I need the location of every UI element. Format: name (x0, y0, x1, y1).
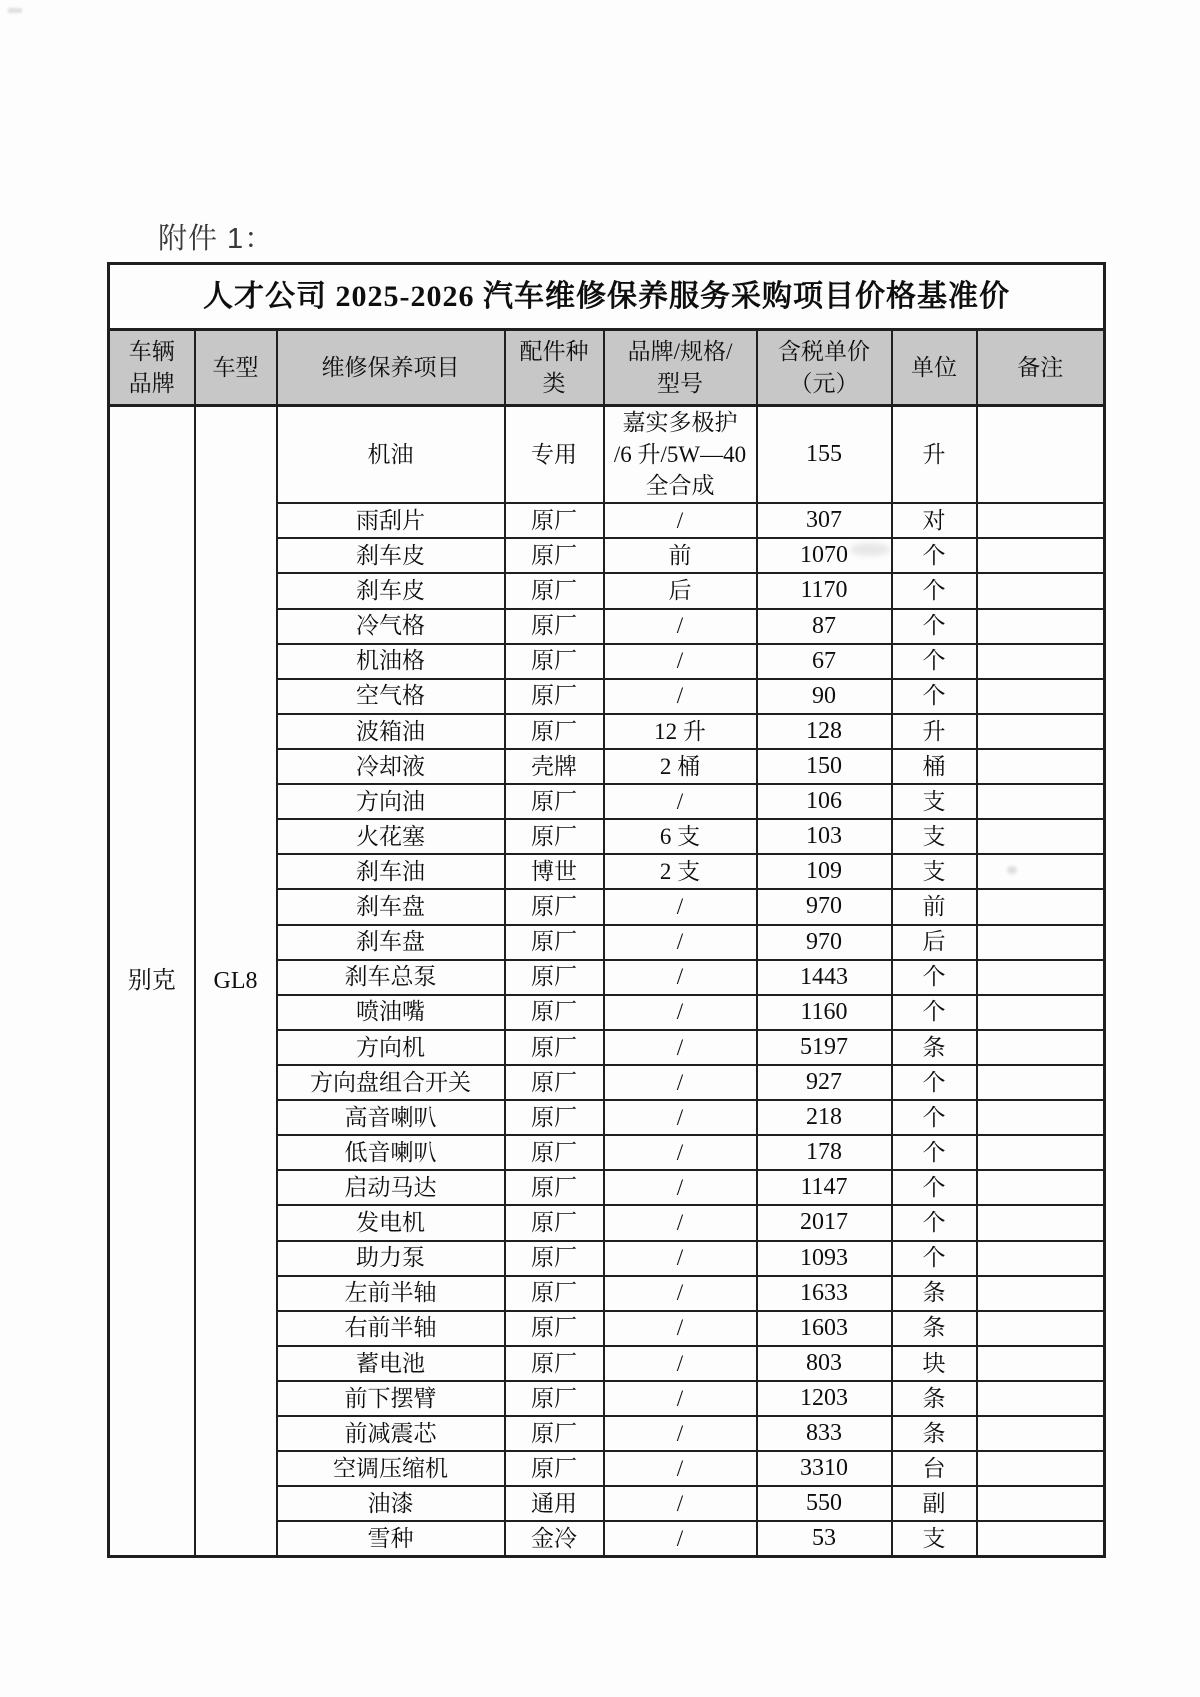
remarks-cell (977, 1241, 1105, 1276)
unit-cell: 个 (892, 644, 977, 679)
parts-type-cell: 原厂 (505, 573, 604, 608)
parts-type-cell: 原厂 (505, 679, 604, 714)
parts-type-cell: 原厂 (505, 819, 604, 854)
unit-price-cell: 128 (757, 714, 892, 749)
unit-price-cell: 1170 (757, 573, 892, 608)
service-item-cell: 刹车盘 (277, 889, 505, 924)
unit-price-cell: 218 (757, 1100, 892, 1135)
service-item-cell: 右前半轴 (277, 1311, 505, 1346)
unit-price-cell: 1443 (757, 960, 892, 995)
unit-cell: 个 (892, 1135, 977, 1170)
brand-spec-cell: / (604, 1205, 757, 1240)
parts-type-cell: 壳牌 (505, 749, 604, 784)
vehicle-model-cell: GL8 (195, 406, 277, 1557)
brand-spec-cell: / (604, 1451, 757, 1486)
unit-cell: 个 (892, 1065, 977, 1100)
brand-spec-cell: 嘉实多极护 /6 升/5W—40 全合成 (604, 406, 757, 504)
remarks-cell (977, 960, 1105, 995)
unit-cell: 对 (892, 503, 977, 538)
remarks-cell (977, 1346, 1105, 1381)
unit-price-cell: 106 (757, 784, 892, 819)
remarks-cell (977, 573, 1105, 608)
service-item-cell: 前下摆臂 (277, 1381, 505, 1416)
table-header-row (109, 330, 1105, 406)
brand-spec-cell: / (604, 1346, 757, 1381)
unit-price-cell: 1203 (757, 1381, 892, 1416)
table-title-row (109, 264, 1105, 330)
unit-price-cell: 87 (757, 609, 892, 644)
parts-type-cell: 博世 (505, 854, 604, 889)
service-item-cell: 蓄电池 (277, 1346, 505, 1381)
parts-type-cell: 原厂 (505, 960, 604, 995)
unit-price-cell: 90 (757, 679, 892, 714)
parts-type-cell: 原厂 (505, 1346, 604, 1381)
service-item-cell: 方向机 (277, 1030, 505, 1065)
brand-spec-cell: / (604, 1030, 757, 1065)
unit-price-cell: 1070 (757, 538, 892, 573)
remarks-cell (977, 406, 1105, 504)
brand-spec-cell: 6 支 (604, 819, 757, 854)
brand-spec-cell: 12 升 (604, 714, 757, 749)
table-title: 人才公司 2025-2026 汽车维修保养服务采购项目价格基准价 (109, 264, 1105, 330)
unit-cell: 前 (892, 889, 977, 924)
service-item-cell: 机油格 (277, 644, 505, 679)
service-item-cell: 助力泵 (277, 1241, 505, 1276)
brand-spec-cell: / (604, 1170, 757, 1205)
unit-price-cell: 5197 (757, 1030, 892, 1065)
parts-type-cell: 原厂 (505, 925, 604, 960)
remarks-cell (977, 1065, 1105, 1100)
unit-cell: 个 (892, 609, 977, 644)
unit-cell: 支 (892, 1521, 977, 1557)
unit-price-cell: 155 (757, 406, 892, 504)
brand-spec-cell: / (604, 1486, 757, 1521)
service-item-cell: 刹车总泵 (277, 960, 505, 995)
unit-price-cell: 803 (757, 1346, 892, 1381)
parts-type-cell: 原厂 (505, 784, 604, 819)
parts-type-cell: 原厂 (505, 1416, 604, 1451)
remarks-cell (977, 714, 1105, 749)
parts-type-cell: 原厂 (505, 538, 604, 573)
parts-type-cell: 原厂 (505, 995, 604, 1030)
brand-spec-cell: / (604, 960, 757, 995)
service-item-cell: 前减震芯 (277, 1416, 505, 1451)
unit-cell: 条 (892, 1030, 977, 1065)
column-header-remarks: 备注 (977, 330, 1105, 406)
remarks-cell (977, 1311, 1105, 1346)
unit-price-cell: 53 (757, 1521, 892, 1557)
remarks-cell (977, 1030, 1105, 1065)
remarks-cell (977, 1521, 1105, 1557)
column-header-unit: 单位 (892, 330, 977, 406)
unit-cell: 后 (892, 925, 977, 960)
remarks-cell (977, 538, 1105, 573)
parts-type-cell: 原厂 (505, 1135, 604, 1170)
service-item-cell: 喷油嘴 (277, 995, 505, 1030)
brand-spec-cell: / (604, 1135, 757, 1170)
brand-spec-cell: / (604, 1311, 757, 1346)
service-item-cell: 冷却液 (277, 749, 505, 784)
remarks-cell (977, 609, 1105, 644)
unit-cell: 条 (892, 1381, 977, 1416)
service-item-cell: 刹车盘 (277, 925, 505, 960)
service-item-cell: 冷气格 (277, 609, 505, 644)
unit-price-cell: 67 (757, 644, 892, 679)
remarks-cell (977, 1486, 1105, 1521)
brand-spec-cell: / (604, 1241, 757, 1276)
price-table (107, 262, 1106, 1558)
service-item-cell: 雨刮片 (277, 503, 505, 538)
remarks-cell (977, 1100, 1105, 1135)
unit-cell: 升 (892, 714, 977, 749)
unit-price-cell: 833 (757, 1416, 892, 1451)
brand-spec-cell: / (604, 609, 757, 644)
unit-price-cell: 1633 (757, 1276, 892, 1311)
remarks-cell (977, 1276, 1105, 1311)
brand-spec-cell: / (604, 1381, 757, 1416)
unit-price-cell: 1603 (757, 1311, 892, 1346)
unit-price-cell: 1093 (757, 1241, 892, 1276)
remarks-cell (977, 1381, 1105, 1416)
unit-cell: 台 (892, 1451, 977, 1486)
column-header-unit-price: 含税单价 （元） (757, 330, 892, 406)
unit-cell: 条 (892, 1276, 977, 1311)
brand-spec-cell: 后 (604, 573, 757, 608)
unit-cell: 条 (892, 1311, 977, 1346)
unit-price-cell: 970 (757, 889, 892, 924)
service-item-cell: 左前半轴 (277, 1276, 505, 1311)
remarks-cell (977, 1416, 1105, 1451)
service-item-cell: 刹车油 (277, 854, 505, 889)
unit-price-cell: 307 (757, 503, 892, 538)
unit-cell: 条 (892, 1416, 977, 1451)
service-item-cell: 雪种 (277, 1521, 505, 1557)
unit-cell: 块 (892, 1346, 977, 1381)
vehicle-brand-cell: 别克 (109, 406, 195, 1557)
unit-price-cell: 927 (757, 1065, 892, 1100)
service-item-cell: 空调压缩机 (277, 1451, 505, 1486)
service-item-cell: 机油 (277, 406, 505, 504)
remarks-cell (977, 749, 1105, 784)
brand-spec-cell: / (604, 1276, 757, 1311)
service-item-cell: 低音喇叭 (277, 1135, 505, 1170)
unit-cell: 个 (892, 1241, 977, 1276)
brand-spec-cell: / (604, 784, 757, 819)
remarks-cell (977, 925, 1105, 960)
unit-price-cell: 3310 (757, 1451, 892, 1486)
unit-cell: 个 (892, 1205, 977, 1240)
parts-type-cell: 原厂 (505, 1276, 604, 1311)
parts-type-cell: 原厂 (505, 503, 604, 538)
service-item-cell: 启动马达 (277, 1170, 505, 1205)
unit-cell: 个 (892, 960, 977, 995)
service-item-cell: 空气格 (277, 679, 505, 714)
parts-type-cell: 原厂 (505, 1030, 604, 1065)
attachment-label: 附件 1： (158, 223, 275, 255)
unit-price-cell: 1160 (757, 995, 892, 1030)
unit-cell: 个 (892, 679, 977, 714)
unit-price-cell: 550 (757, 1486, 892, 1521)
brand-spec-cell: / (604, 679, 757, 714)
scan-smudge-artifact (8, 8, 22, 13)
remarks-cell (977, 644, 1105, 679)
unit-price-cell: 103 (757, 819, 892, 854)
brand-spec-cell: / (604, 925, 757, 960)
scan-smudge-artifact (850, 543, 890, 556)
remarks-cell (977, 889, 1105, 924)
remarks-cell (977, 784, 1105, 819)
parts-type-cell: 原厂 (505, 1311, 604, 1346)
unit-cell: 支 (892, 854, 977, 889)
remarks-cell (977, 503, 1105, 538)
brand-spec-cell: / (604, 1100, 757, 1135)
unit-cell: 个 (892, 1170, 977, 1205)
brand-spec-cell: 前 (604, 538, 757, 573)
remarks-cell (977, 1451, 1105, 1486)
unit-price-cell: 178 (757, 1135, 892, 1170)
parts-type-cell: 原厂 (505, 1381, 604, 1416)
column-header-model: 车型 (195, 330, 277, 406)
service-item-cell: 油漆 (277, 1486, 505, 1521)
unit-cell: 个 (892, 1100, 977, 1135)
parts-type-cell: 原厂 (505, 1170, 604, 1205)
unit-cell: 副 (892, 1486, 977, 1521)
unit-cell: 升 (892, 406, 977, 504)
brand-spec-cell: 2 支 (604, 854, 757, 889)
table-row (109, 406, 1105, 504)
service-item-cell: 方向盘组合开关 (277, 1065, 505, 1100)
parts-type-cell: 原厂 (505, 1451, 604, 1486)
parts-type-cell: 金冷 (505, 1521, 604, 1557)
service-item-cell: 波箱油 (277, 714, 505, 749)
brand-spec-cell: 2 桶 (604, 749, 757, 784)
parts-type-cell: 原厂 (505, 1100, 604, 1135)
unit-cell: 支 (892, 784, 977, 819)
unit-price-cell: 1147 (757, 1170, 892, 1205)
unit-cell: 支 (892, 819, 977, 854)
remarks-cell (977, 1135, 1105, 1170)
unit-cell: 桶 (892, 749, 977, 784)
unit-price-cell: 109 (757, 854, 892, 889)
brand-spec-cell: / (604, 644, 757, 679)
remarks-cell (977, 1205, 1105, 1240)
parts-type-cell: 原厂 (505, 609, 604, 644)
parts-type-cell: 原厂 (505, 714, 604, 749)
parts-type-cell: 原厂 (505, 644, 604, 679)
parts-type-cell: 原厂 (505, 1241, 604, 1276)
unit-cell: 个 (892, 573, 977, 608)
brand-spec-cell: / (604, 995, 757, 1030)
service-item-cell: 高音喇叭 (277, 1100, 505, 1135)
column-header-brand-spec: 品牌/规格/ 型号 (604, 330, 757, 406)
remarks-cell (977, 854, 1105, 889)
parts-type-cell: 原厂 (505, 889, 604, 924)
parts-type-cell: 原厂 (505, 1205, 604, 1240)
parts-type-cell: 通用 (505, 1486, 604, 1521)
unit-price-cell: 2017 (757, 1205, 892, 1240)
service-item-cell: 刹车皮 (277, 573, 505, 608)
parts-type-cell: 原厂 (505, 1065, 604, 1100)
service-item-cell: 发电机 (277, 1205, 505, 1240)
column-header-service-item: 维修保养项目 (277, 330, 505, 406)
service-item-cell: 方向油 (277, 784, 505, 819)
brand-spec-cell: / (604, 1416, 757, 1451)
unit-cell: 个 (892, 995, 977, 1030)
brand-spec-cell: / (604, 503, 757, 538)
remarks-cell (977, 819, 1105, 854)
column-header-vehicle-brand: 车辆 品牌 (109, 330, 195, 406)
unit-price-cell: 970 (757, 925, 892, 960)
brand-spec-cell: / (604, 1521, 757, 1557)
unit-cell: 个 (892, 538, 977, 573)
service-item-cell: 刹车皮 (277, 538, 505, 573)
brand-spec-cell: / (604, 889, 757, 924)
service-item-cell: 火花塞 (277, 819, 505, 854)
remarks-cell (977, 1170, 1105, 1205)
remarks-cell (977, 995, 1105, 1030)
unit-price-cell: 150 (757, 749, 892, 784)
scan-smudge-artifact (1007, 866, 1017, 874)
remarks-cell (977, 679, 1105, 714)
parts-type-cell: 专用 (505, 406, 604, 504)
brand-spec-cell: / (604, 1065, 757, 1100)
column-header-parts-type: 配件种 类 (505, 330, 604, 406)
